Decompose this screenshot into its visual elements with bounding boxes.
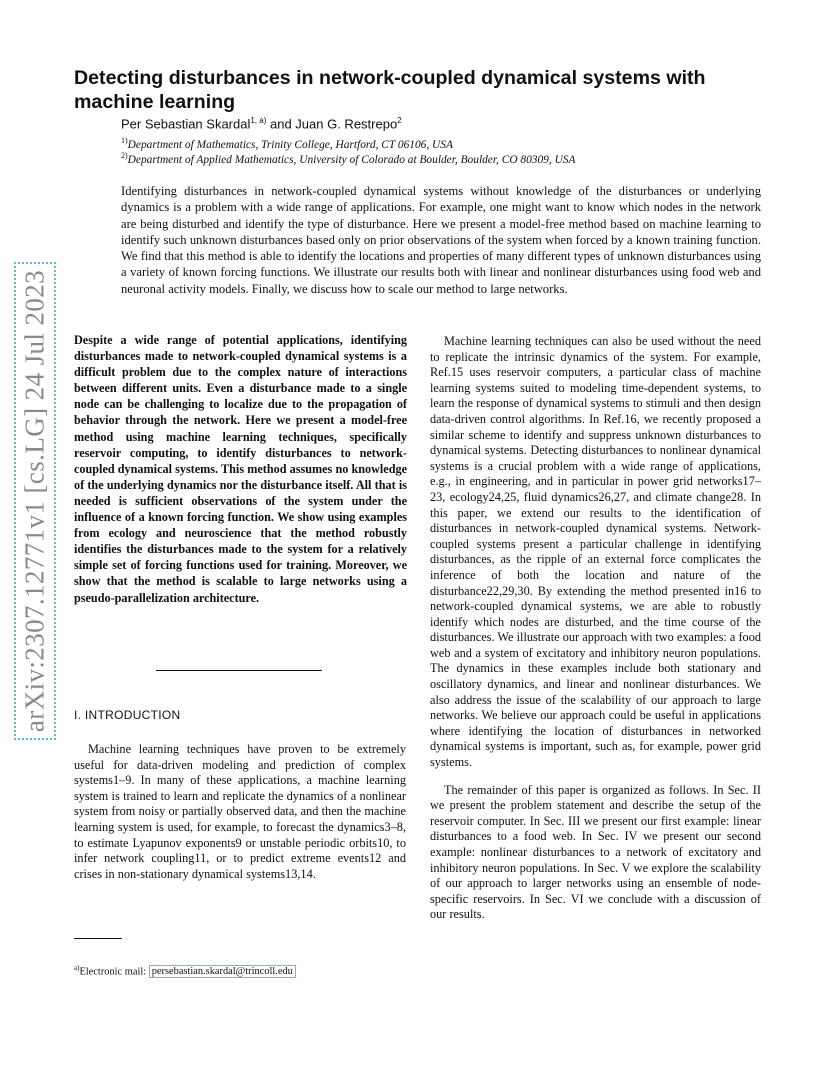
author-affiliation-mark: 1, a) bbox=[250, 116, 267, 125]
abstract: Identifying disturbances in network-coupled dynamical systems without knowledge of the disturbances or underlying dynamics is a problem with a wide range of applications. For example, one might want to know which nodes in the network are being disturbed and identify the type of disturbance. Here we present a model-free method based on machine learning to identify such unknown disturbances based only on prior observations of the system when forced by a known training function. We find that this method is able to identify the locations and properties of many different types of unknown disturbances using a variety of known forcing functions. We illustrate our results both with linear and nonlinear disturbances using food web and neuronal activity models. Finally, we discuss how to scale our method to large networks. bbox=[121, 184, 761, 296]
right-column bbox=[430, 334, 761, 923]
left-column bbox=[74, 742, 406, 882]
summary-divider bbox=[156, 670, 322, 671]
author-joiner: and bbox=[266, 116, 296, 132]
arxiv-identifier-text: arXiv:2307.12771v1 [cs.LG] 24 Jul 2023 bbox=[19, 269, 50, 733]
affiliation-mark: 1) bbox=[121, 136, 128, 145]
body-paragraph: The remainder of this paper is organized as follows. In Sec. II we present the problem statement and describe the setup of the reservoir computer. In Sec. III we present our first example: linear disturbances to a food web. In Sec. IV we present our second example: nonlinear disturbances to a network of excitatory and inhibitory neuron populations. In Sec. V we explore the scalability of our approach to larger networks using an ensemble of node-specific reservoirs. In Sec. VI we conclude with a discussion of our results. bbox=[430, 782, 761, 922]
section-heading: I. INTRODUCTION bbox=[74, 708, 181, 722]
affiliation-text: Department of Mathematics, Trinity College, Hartford, CT 06106, USA bbox=[127, 138, 453, 151]
footnote-mark: a) bbox=[74, 964, 80, 972]
author-name: Per Sebastian Skardal bbox=[121, 116, 251, 132]
footnote bbox=[74, 964, 296, 977]
arxiv-identifier-stamp[interactable] bbox=[14, 262, 56, 740]
email-link[interactable]: persebastian.skardal@trincoll.edu bbox=[149, 965, 296, 978]
author-line bbox=[121, 116, 402, 131]
affiliation-2 bbox=[121, 148, 681, 168]
body-paragraph: Machine learning techniques can also be used without the need to replicate the intrinsic dynamics of the system. For example, Ref.15 uses reservoir computers, a particular class of machine learning systems suited to modeling time-dependent systems, to learn the response of dynamical systems to stimuli and then design data-driven control algorithms. In Ref.16, we recently proposed a similar scheme to identify and suppress unknown disturbances to dynamical systems. Detecting disturbances to nonlinear dynamical systems is a crucial problem with a wide range of applications, e.g., in engineering, and in particular in power grid networks17–23, ecology24,25, fluid dynamics26,27, and climate change28. In this paper, we extend our results to the identification of disturbances in network-coupled dynamical systems. Network-coupled systems present a particular challenge in identifying disturbances, as the ripple of an external force complicates the inference of both the location and nature of the disturbance22,29,30. By extending the method presented in16 to network-coupled dynamical systems, we are able to robustly identify which nodes are disturbed, and the time course of the disturbances. We illustrate our approach with two examples: a food web and a system of excitatory and inhibitory neuron populations. The dynamics in these examples include both stationary and oscillatory dynamics, and linear and nonlinear disturbances. We also address the issue of the scalability of our approach to large networks. We believe our approach could be useful in applications where identifying the location of disturbances in networked dynamical systems is important, such as, for example, power grid systems. bbox=[430, 334, 761, 770]
author-affiliation-mark: 2 bbox=[397, 116, 402, 125]
affiliation-mark: 2) bbox=[121, 151, 128, 160]
paper-title: Detecting disturbances in network-coupled dynamical systems with machine learning bbox=[74, 67, 706, 113]
author-name: Juan G. Restrepo bbox=[295, 116, 398, 132]
lay-summary: Despite a wide range of potential applications, identifying disturbances made to network-coupled dynamical systems is a difficult problem due to the complex nature of interactions between different units. Even a disturbance made to a single node can be challenging to localize due to the propagation of behavior through the network. Here we present a model-free method using machine learning techniques, specifically reservoir computing, to identify disturbances to network-coupled dynamical systems. This method assumes no knowledge of the underlying dynamics nor the disturbance itself. All that is needed is sufficient observations of the system under the influence of a known forcing function. We show using examples from ecology and neuroscience that the method robustly identifies the disturbances made to the system for a relatively simple set of forcing functions used for training. Moreover, we show that the method is scalable to large networks using a pseudo-parallelization architecture. bbox=[74, 333, 407, 605]
footnote-label: Electronic mail: bbox=[79, 966, 149, 978]
footnote-divider bbox=[74, 938, 122, 939]
intro-paragraph: Machine learning techniques have proven to be extremely useful for data-driven modeling and prediction of complex systems1–9. In many of these applications, a machine learning system is trained to learn and replicate the dynamics of a nonlinear system from noisy or partially observed data, and then the machine learning system is used, for example, to forecast the dynamics3–8, to estimate Lyapunov exponents9 or unstable periodic orbits10, to infer network coupling11, or to predict extreme events12 and crises in non-stationary dynamical systems13,14. bbox=[74, 742, 406, 881]
affiliation-text: Department of Applied Mathematics, University of Colorado at Boulder, Boulder, CO 80309, USA bbox=[127, 153, 576, 166]
